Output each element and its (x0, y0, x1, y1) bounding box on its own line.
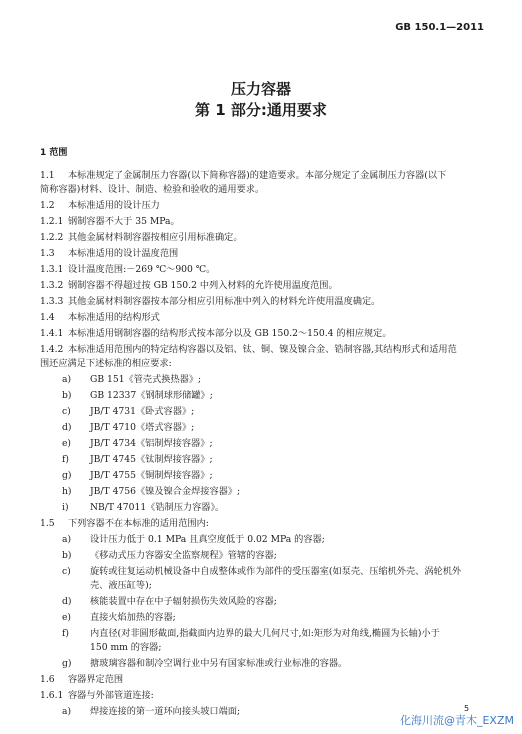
list-item: e) 直接火焰加热的容器; (62, 612, 176, 623)
list-item: e) JB/T 4734《铝制焊接容器》; (62, 438, 213, 449)
clause-line: 1.6.1 容器与外部管道连接: (40, 690, 154, 701)
clause-line: 1.2.2 其他金属材料制容器按相应引用标准确定。 (40, 232, 243, 243)
list-item: a) 焊接连接的第一道环向接头坡口端面; (62, 706, 241, 717)
clause-line: 1.3.2 钢制容器不得超过按 GB 150.2 中列入材料的允许使用温度范围。 (40, 280, 338, 291)
clause-line: 围还应满足下述标准的相应要求: (40, 358, 172, 369)
clause-line: 1.3.1 设计温度范围:－269 ℃～900 ℃。 (40, 264, 216, 275)
list-item: d) JB/T 4710《塔式容器》; (62, 422, 195, 433)
clause-line: 1.1 本标准规定了金属制压力容器(以下简称容器)的建造要求。本部分规定了金属制压力容器(以下 (40, 170, 447, 181)
clause-line: 1.4.2 本标准适用范围内的特定结构容器以及铝、钛、铜、镍及镍合金、锆制容器,其结构形式和适用范 (40, 344, 457, 355)
list-item: 150 mm 的容器; (90, 642, 162, 653)
list-item: b) GB 12337《钢制球形储罐》; (62, 390, 213, 401)
clause-line: 1.4.1 本标准适用钢制容器的结构形式按本部分以及 GB 150.2～150.4 的相应规定。 (40, 328, 392, 339)
clause-line: 1.3 本标准适用的设计温度范围 (40, 248, 179, 259)
list-item: g) 搪玻璃容器和制冷空调行业中另有国家标准或行业标准的容器。 (62, 658, 348, 669)
clause-line: 1.2.1 钢制容器不大于 35 MPa。 (40, 216, 180, 227)
list-item: b) 《移动式压力容器安全监察规程》管辖的容器; (62, 550, 277, 561)
list-item: c) 旋转或往复运动机械设备中自成整体或作为部件的受压器室(如泵壳、压缩机外壳、涡轮机外 (62, 566, 462, 577)
list-item: 壳、液压缸等); (90, 580, 152, 591)
clause-line: 1.3.3 其他金属材料制容器按本部分相应引用标准中列入的材料允许使用温度确定。 (40, 296, 381, 307)
clause-line: 1.4 本标准适用的结构形式 (40, 312, 160, 323)
document-title: 压力容器 (230, 80, 291, 98)
list-item: f) JB/T 4745《钛制焊接容器》; (62, 454, 213, 465)
clause-line: 1.5 下列容器不在本标准的适用范围内: (40, 518, 209, 529)
page-number: 5 (464, 704, 470, 713)
list-item: a) 设计压力低于 0.1 MPa 且真空度低于 0.02 MPa 的容器; (62, 534, 325, 545)
list-item: g) JB/T 4755《铜制焊接容器》; (62, 470, 213, 481)
standard-number: GB 150.1—2011 (395, 22, 484, 33)
clause-line: 简称容器)材料、设计、制造、检验和验收的通用要求。 (40, 184, 265, 195)
document-subtitle: 第 1 部分:通用要求 (195, 101, 327, 119)
list-item: i) NB/T 47011《锆制压力容器》。 (62, 502, 225, 513)
list-item: a) GB 151《管壳式换热器》; (62, 374, 202, 385)
list-item: h) JB/T 4756《镍及镍合金焊接容器》; (62, 486, 241, 497)
list-item: f) 内直径(对非圆形截面,指截面内边界的最大几何尺寸,如:矩形为对角线,椭圆为长轴)小于 (62, 628, 440, 639)
clause-line: 1.2 本标准适用的设计压力 (40, 200, 160, 211)
list-item: c) JB/T 4731《卧式容器》; (62, 406, 195, 417)
clause-line: 1.6 容器界定范围 (40, 674, 124, 685)
watermark-text: 化海川流@青木_EXZM (399, 714, 514, 727)
section-heading: 1 范围 (40, 148, 68, 158)
list-item: d) 核能装置中存在中子辐射损伤失效风险的容器; (62, 596, 277, 607)
